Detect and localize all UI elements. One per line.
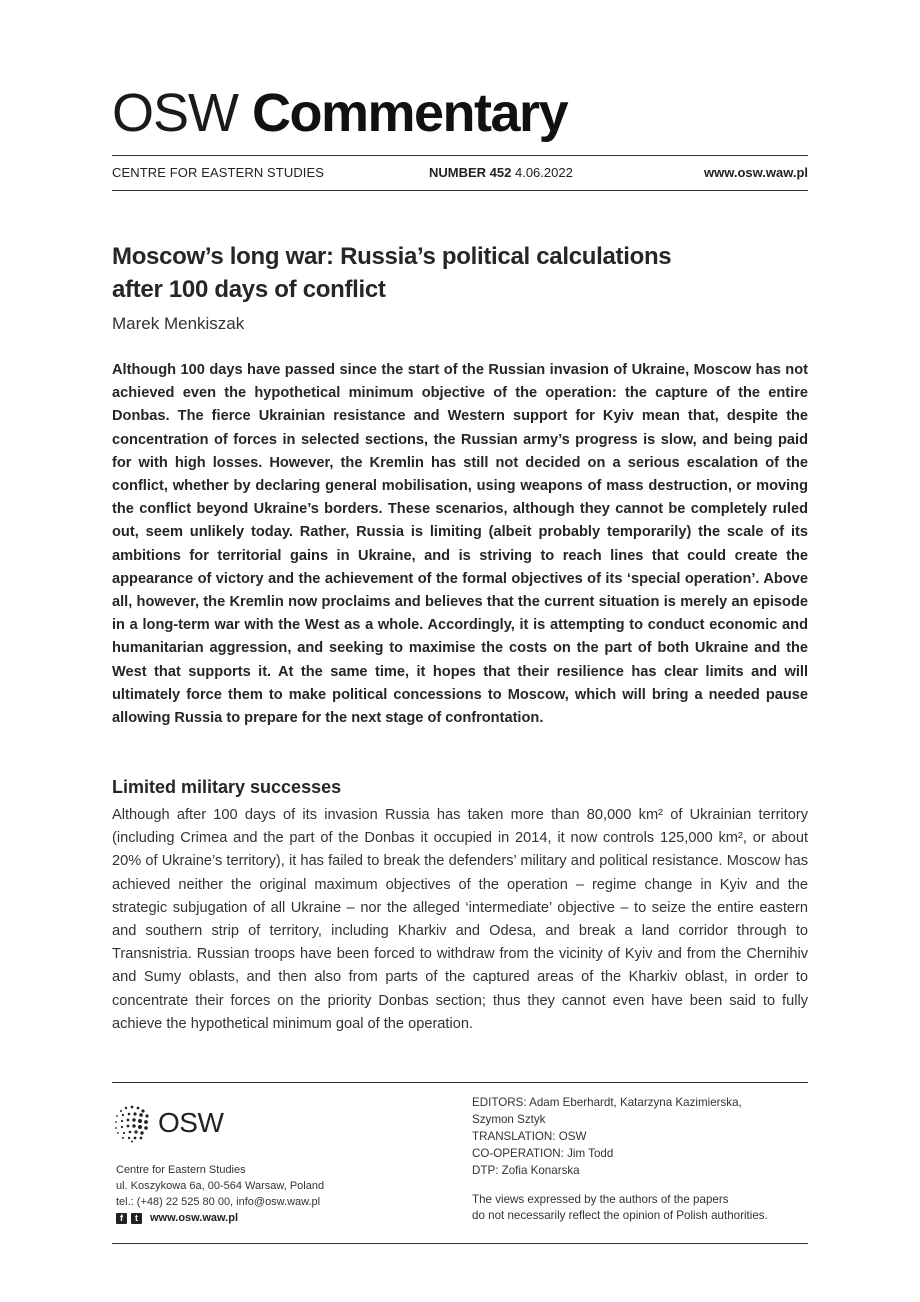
facebook-icon[interactable]: f: [116, 1213, 127, 1224]
disclaimer-line-2: do not necessarily reflect the opinion of Polish authorities.: [472, 1209, 768, 1222]
footer: [112, 1092, 808, 1232]
social-row: [116, 1210, 324, 1226]
top-rule: [112, 155, 808, 156]
issue-info: [429, 164, 573, 182]
info-bar: [112, 164, 808, 182]
masthead: [112, 78, 812, 148]
address-block: [116, 1162, 324, 1226]
disclaimer: [472, 1192, 808, 1224]
address-org: Centre for Eastern Studies: [116, 1164, 246, 1176]
info-bar-rule: [112, 190, 808, 191]
website-link[interactable]: www.osw.waw.pl: [703, 165, 808, 180]
twitter-icon[interactable]: t: [131, 1213, 142, 1224]
brand-commentary: Commentary: [252, 83, 568, 143]
article-title-line-2: after 100 days of conflict: [112, 276, 386, 303]
logo-text: OSW: [158, 1107, 224, 1138]
publication-title: [112, 78, 812, 148]
issue-number: NUMBER 452: [429, 165, 512, 180]
editors-line-1: EDITORS: Adam Eberhardt, Katarzyna Kazimierska,: [472, 1096, 742, 1109]
globe-dots-icon: [112, 1103, 152, 1143]
abstract: Although 100 days have passed since the start of the Russian invasion of Ukraine, Moscow has not achieved even the hypothetical minimum objective of the operation: the capture of the entire Donbas. The fierce Ukrainian resistance and Western support for Kyiv mean that, despite the concentration of forces in selected sections, the Russian army’s progress is slow, and being paid for with high losses. However, the Kremlin has still not decided on a serious escalation of the conflict, whether by declaring general mobilisation, using weapons of mass destruction, or moving the conflict beyond Ukraine’s borders. These scenarios, although they cannot be completely ruled out, seem unlikely today. Rather, Russia is limiting (albeit probably temporarily) the scale of its ambitions for territorial gains in Ukraine, and is striving to reach lines that could create the appearance of victory and the achievement of the formal objectives of its ‘special operation’. Above all, however, the Kremlin now proclaims and believes that the current situation is merely an episode in a long-term war with the West as a whole. Accordingly, it is attempting to conduct economic and humanitarian aggression, and seeking to maximise the costs on the part of both Ukraine and the West that supports it. At the same time, it hopes that their resilience has clear limits and will ultimately force them to make political concessions to Moscow, which will bring a needed pause allowing Russia to prepare for the next stage of confrontation.: [112, 362, 808, 727]
footer-website-link[interactable]: www.osw.waw.pl: [150, 1212, 239, 1224]
osw-logo: [112, 1102, 223, 1144]
dtp-credit: DTP: Zofia Konarska: [472, 1164, 580, 1177]
cooperation-credit: CO-OPERATION: Jim Todd: [472, 1147, 614, 1160]
article-title-line-1: Moscow’s long war: Russia’s political calculations: [112, 243, 672, 270]
org-name: CENTRE FOR EASTERN STUDIES: [112, 165, 325, 180]
address-street: ul. Koszykowa 6a, 00-564 Warsaw, Poland: [116, 1180, 325, 1192]
brand-osw: OSW: [112, 83, 238, 143]
footer-top-rule: [112, 1082, 808, 1083]
disclaimer-line-1: The views expressed by the authors of the papers: [472, 1193, 729, 1206]
editors-line-2: Szymon Sztyk: [472, 1113, 546, 1126]
author-name: Marek Menkiszak: [112, 314, 245, 333]
translation-credit: TRANSLATION: OSW: [472, 1130, 587, 1143]
footer-bottom-rule: [112, 1243, 808, 1244]
section-heading: Limited military successes: [112, 777, 342, 797]
issue-date: 4.06.2022: [514, 165, 573, 180]
address-contact: tel.: (+48) 22 525 80 00, info@osw.waw.pl: [116, 1196, 321, 1208]
editorial-credits: [472, 1094, 808, 1179]
article-title: [112, 240, 732, 306]
body-paragraph: Although after 100 days of its invasion Russia has taken more than 80,000 km² of Ukrainian territory (including Crimea and the part of the Donbas it occupied in 2014, it now controls 125,000 km², or about 20% of Ukraine’s territory), it has failed to break the defenders’ military and political resistance. Moscow has achieved neither the original maximum objectives of the operation – regime change in Kyiv and the strategic subjugation of all Ukraine – nor the alleged ‘intermediate’ objective – to seize the entire eastern and southern strip of territory, including Kharkiv and Odesa, and break a land corridor through to Transnistria. Russian troops have been forced to withdraw from the vicinity of Kyiv and from the Chernihiv and Sumy oblasts, and then also from parts of the captured areas of the Kharkiv oblast, in order to concentrate their forces on the priority Donbas section; thus they cannot even have been said to fully achieve the hypothetical minimum goal of the operation.: [112, 807, 808, 1032]
